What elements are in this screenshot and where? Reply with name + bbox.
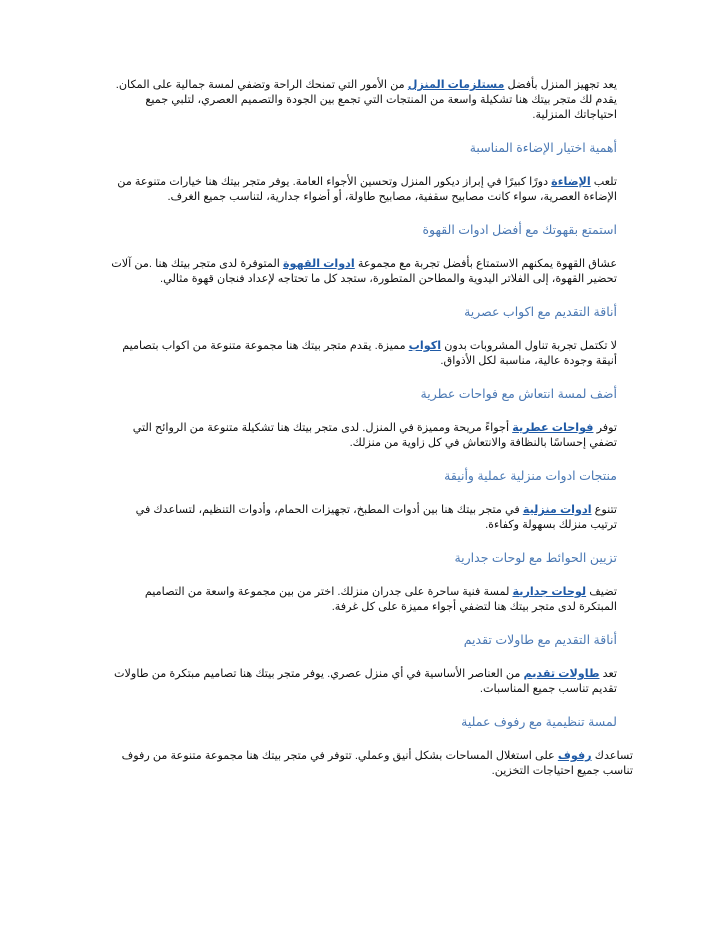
paragraph-text-after: في متجر بيتك هنا بين أدوات المطبخ، تجهيزات الحمام، وأدوات التنظيم، لتساعدك في ترتيب منزلك بسهولة وكفاءة. xyxy=(135,504,617,531)
intro-text-after: من الأمور التي تمنحك الراحة وتضفي لمسة جمالية على المكان. يقدم لك متجر بيتك هنا تشكيلة واسعة من المنتجات التي تجمع بين الجودة والتصميم العصري، لتلبي جميع احتياجاتك المنزلية. xyxy=(115,79,617,121)
section-cups xyxy=(107,304,617,369)
paragraph-text-after: أجواءً مريحة ومميزة في المنزل. لدى متجر بيتك هنا تشكيلة متنوعة من الروائح التي تضفي إحساسًا بالنظافة والانتعاش في كل زاوية من منزلك. xyxy=(132,422,617,449)
section-heading: أضف لمسة انتعاش مع فواحات عطرية xyxy=(420,387,617,401)
link-coffee-tools[interactable]: ادوات القهوة xyxy=(282,258,355,270)
intro-paragraph xyxy=(107,78,617,123)
link-shelves[interactable]: رفوف xyxy=(557,750,592,762)
paragraph-text-before: لا تكتمل تجربة تناول المشروبات بدون xyxy=(441,340,617,352)
section-heading: استمتع بقهوتك مع أفضل ادوات القهوة xyxy=(422,223,617,237)
article xyxy=(107,78,633,779)
paragraph-text-after: دورًا كبيرًا في إبراز ديكور المنزل وتحسين الأجواء العامة. يوفر متجر بيتك هنا خيارات متنوعة من الإضاءة العصرية، سواء كانت مصابيح سقفية، مصابيح طاولة، أو أضواء جدارية، لتناسب جميع الغرف. xyxy=(117,176,617,203)
section-home-tools xyxy=(107,468,617,533)
section-paragraph xyxy=(107,667,617,697)
paragraph-text-before: تعد xyxy=(599,668,617,680)
section-lighting xyxy=(107,140,617,205)
paragraph-text-after: لمسة فنية ساحرة على جدران منزلك. اختر من بين مجموعة واسعة من التصاميم المبتكرة لدى متجر بيتك هنا لتضفي أجواء مميزة على كل غرفة. xyxy=(144,586,617,613)
paragraph-text-before: توفر xyxy=(593,422,617,434)
paragraph-text-before: عشاق القهوة يمكنهم الاستمتاع بأفضل تجربة مع مجموعة xyxy=(354,258,617,270)
paragraph-text-before: تتنوع xyxy=(591,504,617,516)
section-paragraph xyxy=(107,585,617,615)
paragraph-text-after: على استغلال المساحات بشكل أنيق وعملي. تتوفر في متجر بيتك هنا مجموعة متنوعة من رفوف تناسب جميع احتياجات التخزين. xyxy=(121,750,633,777)
section-serving-tables xyxy=(107,632,617,697)
intro-link-home-supplies[interactable]: مستلزمات المنزل xyxy=(407,79,505,91)
section-shelves xyxy=(107,714,633,779)
section-paragraph xyxy=(107,503,617,533)
paragraph-text-before: تضيف xyxy=(586,586,617,598)
section-paragraph xyxy=(107,257,617,287)
section-paragraph xyxy=(107,749,633,779)
section-paragraph xyxy=(107,421,617,451)
link-cups[interactable]: اكواب xyxy=(408,340,442,352)
link-serving-tables[interactable]: طاولات تقديم xyxy=(523,668,600,680)
paragraph-text-before: تلعب xyxy=(590,176,617,188)
section-paragraph xyxy=(107,339,617,369)
section-coffee-tools xyxy=(107,222,617,287)
paragraph-text-after: مميزة. يقدم متجر بيتك هنا مجموعة متنوعة من اكواب بتصاميم أنيقة وجودة عالية، مناسبة لكل الأذواق. xyxy=(122,340,617,367)
link-home-tools[interactable]: ادوات منزلية xyxy=(522,504,592,516)
link-wall-art[interactable]: لوحات جدارية xyxy=(512,586,587,598)
paragraph-text-after: المتوفرة لدى متجر بيتك هنا .من آلات تحضير القهوة، إلى الفلاتر اليدوية والمطاحن المتطورة، ستجد كل ما تحتاجه لإعداد فنجان قهوة مثالي. xyxy=(111,258,617,285)
section-wall-art xyxy=(107,550,617,615)
section-heading: أناقة التقديم مع طاولات تقديم xyxy=(463,633,617,647)
paragraph-text-after: من العناصر الأساسية في أي منزل عصري. يوفر متجر بيتك هنا تصاميم مبتكرة من طاولات تقديم تناسب جميع المناسبات. xyxy=(114,668,617,695)
section-heading: أناقة التقديم مع اكواب عصرية xyxy=(464,305,617,319)
link-diffusers[interactable]: فواحات عطرية xyxy=(512,422,594,434)
section-diffusers xyxy=(107,386,617,451)
section-heading: تزيين الحوائط مع لوحات جدارية xyxy=(454,551,617,565)
section-paragraph xyxy=(107,175,617,205)
section-heading: لمسة تنظيمية مع رفوف عملية xyxy=(461,715,617,729)
paragraph-text-before: تساعدك xyxy=(591,750,633,762)
section-heading: منتجات ادوات منزلية عملية وأنيقة xyxy=(444,469,617,483)
link-lighting[interactable]: الإضاءة xyxy=(551,176,591,188)
section-heading: أهمية اختيار الإضاءة المناسبة xyxy=(469,141,617,155)
intro-text-before: يعد تجهيز المنزل بأفضل xyxy=(504,79,617,91)
